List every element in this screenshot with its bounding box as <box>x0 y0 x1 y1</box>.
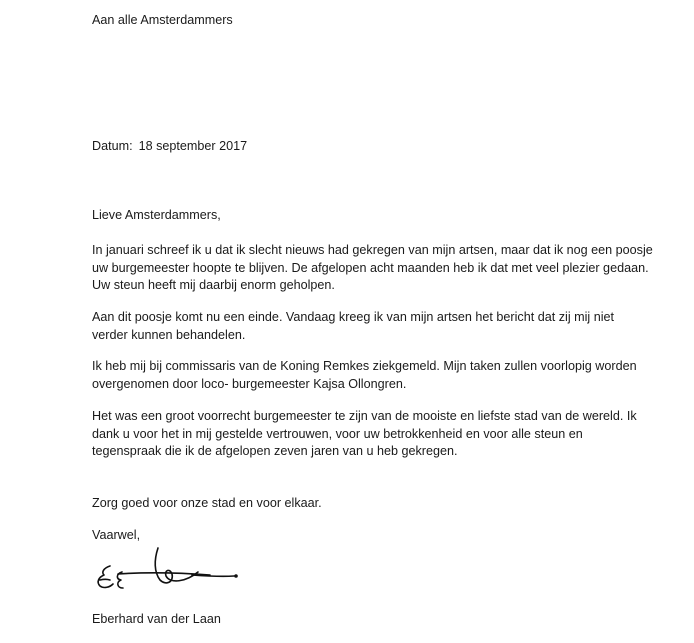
paragraph-2 <box>92 309 682 344</box>
paragraph-line: dank u voor het in mij gestelde vertrouwen, voor uw betrokkenheid en voor alle steun en <box>92 426 583 441</box>
date-label: Datum: <box>92 139 133 153</box>
paragraph-line: Het was een groot voorrecht burgemeester te zijn van de mooiste en liefste stad van de wereld. Ik <box>92 409 637 423</box>
paragraph-line: tegenspraak die ik de afgelopen zeven jaren van u heb gekregen. <box>92 444 458 458</box>
paragraph-3 <box>92 358 682 393</box>
date-value: 18 september 2017 <box>138 139 248 153</box>
salutation: Lieve Amsterdammers, <box>92 208 221 222</box>
date-line <box>92 138 247 156</box>
signer-name: Eberhard van der Laan <box>92 612 221 626</box>
paragraph-line: Ik heb mij bij commissaris van de Koning Remkes ziekgemeld. Mijn taken zullen voorlopig worden <box>92 359 637 373</box>
paragraph-line: Aan dit poosje komt nu een einde. Vandaag kreeg ik van mijn artsen het bericht dat zij mij niet <box>92 310 615 324</box>
paragraph-4 <box>92 408 682 461</box>
signature-icon <box>88 542 248 604</box>
paragraph-line: verder kunnen behandelen. <box>92 327 246 342</box>
paragraph-line: uw burgemeester hoopte te blijven. De afgelopen acht maanden heb ik dat met veel plezier gedaan. <box>92 260 649 275</box>
addressee: Aan alle Amsterdammers <box>92 13 233 27</box>
farewell: Vaarwel, <box>92 528 141 542</box>
paragraph-line: overgenomen door loco- burgemeester Kajsa Ollongren. <box>92 376 407 391</box>
paragraph-line: In januari schreef ik u dat ik slecht nieuws had gekregen van mijn artsen, maar dat ik nog een poosje <box>92 243 653 257</box>
paragraph-line: Uw steun heeft mij daarbij enorm geholpen. <box>92 278 335 292</box>
paragraph-1 <box>92 242 682 295</box>
closing-line: Zorg goed voor onze stad en voor elkaar. <box>92 496 322 510</box>
